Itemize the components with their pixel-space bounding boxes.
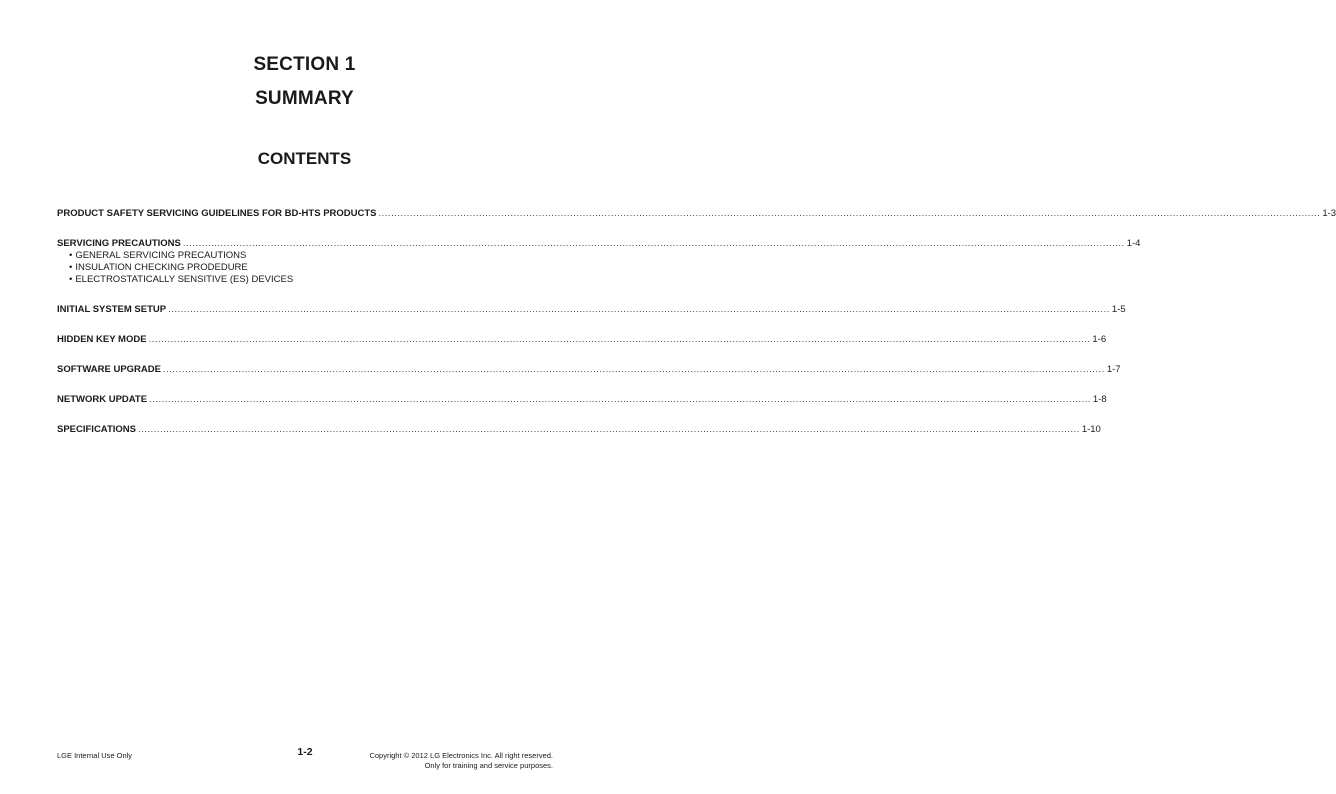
bullet-icon: • <box>69 250 73 261</box>
toc-page-number: 1-8 <box>1092 394 1107 405</box>
toc-page-number: 1-7 <box>1106 364 1121 375</box>
footer-page-number: 1-2 <box>297 746 313 758</box>
toc-sub-item[interactable]: • GENERAL SERVICING PRECAUTIONS <box>69 250 247 261</box>
toc-entry-initial-system-setup[interactable] <box>57 303 1126 316</box>
toc-leader: ............................................................................................................................................................................................................................................................................................................ <box>182 238 1125 249</box>
toc-label: NETWORK UPDATE <box>57 394 148 405</box>
footer-usage-note: Only for training and service purposes. <box>424 761 553 770</box>
toc-sub-item[interactable]: • INSULATION CHECKING PRODEDURE <box>69 262 248 273</box>
toc-entry-software-upgrade[interactable] <box>57 363 1121 376</box>
footer-copyright-block <box>369 751 553 771</box>
toc-entry-hidden-key-mode[interactable] <box>57 333 1107 346</box>
toc-label: SPECIFICATIONS <box>57 424 136 435</box>
contents-title: CONTENTS <box>257 149 352 168</box>
toc-label: SERVICING PRECAUTIONS <box>57 238 181 249</box>
toc-entry-servicing-precautions[interactable] <box>57 237 1141 286</box>
toc-leader: ............................................................................................................................................................................................................................................................................................................ <box>138 424 1080 435</box>
footer-internal-use: LGE Internal Use Only <box>57 751 133 760</box>
toc-page-number: 1-5 <box>1111 304 1126 315</box>
toc-label: PRODUCT SAFETY SERVICING GUIDELINES FOR BD-HTS PRODUCTS <box>57 208 377 219</box>
toc-sub-list <box>57 250 553 286</box>
summary-title: SUMMARY <box>255 88 354 109</box>
bullet-icon: • <box>69 262 73 273</box>
toc-leader: ............................................................................................................................................................................................................................................................................................................ <box>162 364 1105 375</box>
toc-label: HIDDEN KEY MODE <box>57 334 147 345</box>
toc-label: INITIAL SYSTEM SETUP <box>57 304 167 315</box>
toc-entry-product-safety[interactable] <box>57 207 1336 220</box>
toc-page-number: 1-6 <box>1092 334 1107 345</box>
toc-page-number: 1-4 <box>1126 238 1141 249</box>
toc-leader: ............................................................................................................................................................................................................................................................................................................ <box>168 304 1110 315</box>
bullet-icon: • <box>69 274 73 285</box>
toc-page-number: 1-10 <box>1081 424 1101 435</box>
toc-leader: ............................................................................................................................................................................................................................................................................................................ <box>378 208 1321 219</box>
toc-entry-specifications[interactable] <box>57 423 1101 436</box>
toc-label: SOFTWARE UPGRADE <box>57 364 161 375</box>
page-header <box>0 52 609 112</box>
section-title: SECTION 1 <box>253 54 356 75</box>
toc-leader: ............................................................................................................................................................................................................................................................................................................ <box>149 394 1091 405</box>
toc-entry-network-update[interactable] <box>57 393 1107 406</box>
toc-leader: ............................................................................................................................................................................................................................................................................................................ <box>148 334 1091 345</box>
toc-page-number: 1-3 <box>1322 208 1336 219</box>
footer-copyright: Copyright © 2012 LG Electronics Inc. All right reserved. <box>369 751 553 760</box>
toc-sub-item[interactable]: • ELECTROSTATICALLY SENSITIVE (ES) DEVICES <box>69 274 294 285</box>
table-of-contents <box>57 207 1336 453</box>
